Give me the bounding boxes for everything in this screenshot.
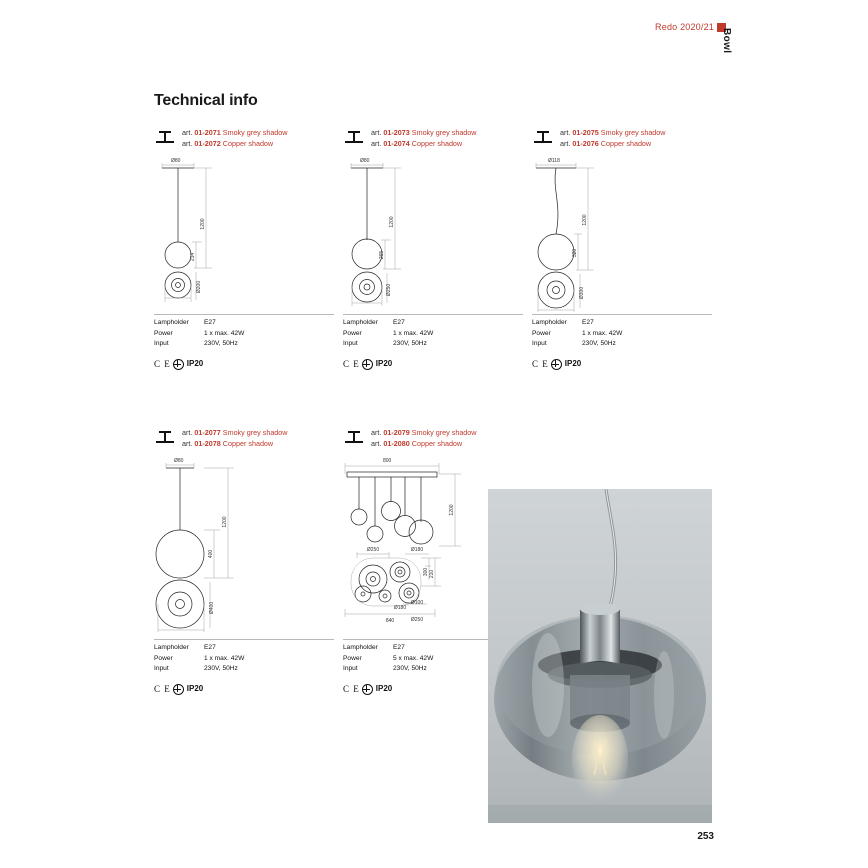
article-header [532,128,712,154]
art-finish: Smoky grey shadow [222,428,288,437]
spec-table [532,314,712,371]
spec-key: Power [532,329,551,337]
spec-value: 230V, 50Hz [582,340,616,347]
art-label: art. [182,428,193,437]
technical-drawing [154,454,334,639]
dim-drop: 1200 [200,218,206,230]
dim-plan-1: Ø250 [366,547,380,553]
article-header [343,128,523,154]
art-code: 01-2072 [194,138,221,148]
article-header [154,128,334,154]
spec-row [532,318,712,329]
dim-shade-diameter: Ø250 [386,283,392,297]
spec-row [532,339,712,350]
dim-top: Ø118 [548,158,560,164]
dim-shade-diameter: Ø300 [579,286,585,300]
spec-key: Power [154,654,173,662]
dim-drop: 1200 [449,504,455,516]
dim-shade-height: 265 [379,250,385,260]
globe-icon [173,359,184,370]
spec-key: Input [343,665,358,672]
art-finish: Copper shadow [600,138,652,148]
dim-shade-diameter: Ø200 [196,280,202,294]
dim-plan-4: Ø100 [410,600,424,606]
art-code: 01-2077 [194,428,221,437]
ce-mark: C E [154,359,171,370]
dim-shade-height: 400 [208,549,214,559]
spec-row [154,664,334,675]
dim-top: Ø80 [174,458,184,464]
ip-rating: IP20 [186,684,204,694]
dim-plan-h2: 300 [423,567,429,577]
globe-icon [551,359,562,370]
article-codes [182,428,288,449]
art-label: art. [371,428,382,437]
ip-rating: IP20 [375,359,393,369]
dim-plate-width: 840 [385,618,395,624]
product-block [154,128,334,371]
article-header [154,428,334,454]
art-label: art. [560,138,571,148]
art-code: 01-2076 [572,138,599,148]
spec-key: Power [343,329,362,337]
art-finish: Smoky grey shadow [411,428,477,437]
art-finish: Copper shadow [222,138,274,148]
spec-row [343,318,523,329]
art-code: 01-2080 [383,438,410,448]
pendant-lamp-icon [343,129,365,147]
dim-drop: 1200 [389,216,395,228]
art-label: art. [371,438,382,448]
spec-row [343,339,523,350]
art-code: 01-2078 [194,438,221,448]
dim-plan-3: Ø180 [393,605,407,611]
technical-drawing [532,154,712,314]
article-codes [182,128,288,149]
spec-table [343,314,523,371]
certification-row [154,684,334,696]
globe-icon [362,359,373,370]
art-code: 01-2079 [383,428,410,437]
art-code: 01-2075 [572,128,599,137]
brand-line: Redo 2020/21 [655,22,714,32]
spec-row [154,329,334,340]
ip-rating: IP20 [375,684,393,694]
page-header [0,22,868,42]
spec-value: 1 x max. 42W [204,654,245,662]
art-finish: Copper shadow [222,438,274,448]
art-label: art. [371,138,382,148]
dim-shade-height: 320 [572,248,578,258]
dim-plan-2: Ø180 [410,547,424,553]
art-label: art. [560,128,571,137]
dim-top: Ø80 [171,158,181,164]
art-finish: Copper shadow [411,138,463,148]
art-code: 01-2073 [383,128,410,137]
technical-drawing [154,154,334,314]
spec-value: 1 x max. 42W [204,329,245,337]
certification-row [343,359,523,371]
spec-value: 1 x max. 42W [393,329,434,337]
art-finish: Copper shadow [411,438,463,448]
art-code: 01-2071 [194,128,221,137]
spec-table [154,639,334,696]
article-codes [371,128,477,149]
spec-key: Lampholder [532,319,567,326]
article-codes [560,128,666,149]
spec-key: Lampholder [343,644,378,651]
spec-key: Input [343,340,358,347]
spec-value: 1 x max. 42W [582,329,623,337]
spec-row [532,329,712,340]
spec-value: E27 [204,319,216,326]
pendant-lamp-icon [343,429,365,447]
page-number: 253 [697,831,714,842]
page-title: Technical info [154,92,258,109]
ce-mark: C E [343,359,360,370]
dim-shade-height: 214 [190,252,196,262]
spec-value: 230V, 50Hz [393,340,427,347]
dim-plan-h1: 210 [429,569,435,579]
spec-row [154,318,334,329]
spec-value: E27 [582,319,594,326]
art-finish: Smoky grey shadow [222,128,288,137]
section-tab-label: Bowl [721,28,732,54]
ip-rating: IP20 [564,359,582,369]
art-label: art. [182,128,193,137]
spec-row [154,654,334,665]
art-finish: Smoky grey shadow [600,128,666,137]
dim-drop: 1200 [222,516,228,528]
spec-key: Power [343,654,362,662]
spec-value: 5 x max. 42W [393,654,434,662]
spec-key: Input [532,340,547,347]
product-block [532,128,712,371]
pendant-lamp-icon [154,429,176,447]
certification-row [154,359,334,371]
spec-value: E27 [204,644,216,651]
ce-mark: C E [343,684,360,695]
spec-table [154,314,334,371]
ip-rating: IP20 [186,359,204,369]
spec-value: 230V, 50Hz [204,340,238,347]
spec-key: Lampholder [154,644,189,651]
dim-top: Ø80 [360,158,370,164]
certification-row [532,359,712,371]
spec-row [154,643,334,654]
spec-key: Input [154,340,169,347]
spec-value: 230V, 50Hz [204,665,238,672]
pendant-lamp-icon [154,129,176,147]
spec-value: E27 [393,644,405,651]
art-finish: Smoky grey shadow [411,128,477,137]
spec-value: E27 [393,319,405,326]
art-label: art. [182,138,193,148]
globe-icon [173,684,184,695]
spec-key: Power [154,329,173,337]
spec-row [154,339,334,350]
dim-plan-5: Ø250 [410,617,424,623]
spec-key: Lampholder [343,319,378,326]
art-label: art. [182,438,193,448]
article-header [343,428,523,454]
spec-row [343,329,523,340]
dim-width: 800 [383,458,392,464]
ce-mark: C E [154,684,171,695]
dim-drop: 1200 [582,214,588,226]
spec-key: Lampholder [154,319,189,326]
technical-drawing [343,154,523,314]
product-block [343,128,523,371]
globe-icon [362,684,373,695]
spec-value: 230V, 50Hz [393,665,427,672]
product-photo [488,489,712,823]
product-block [154,428,334,696]
dim-shade-diameter: Ø400 [209,601,215,615]
art-code: 01-2074 [383,138,410,148]
pendant-lamp-icon [532,129,554,147]
ce-mark: C E [532,359,549,370]
article-codes [371,428,477,449]
spec-key: Input [154,665,169,672]
art-label: art. [371,128,382,137]
